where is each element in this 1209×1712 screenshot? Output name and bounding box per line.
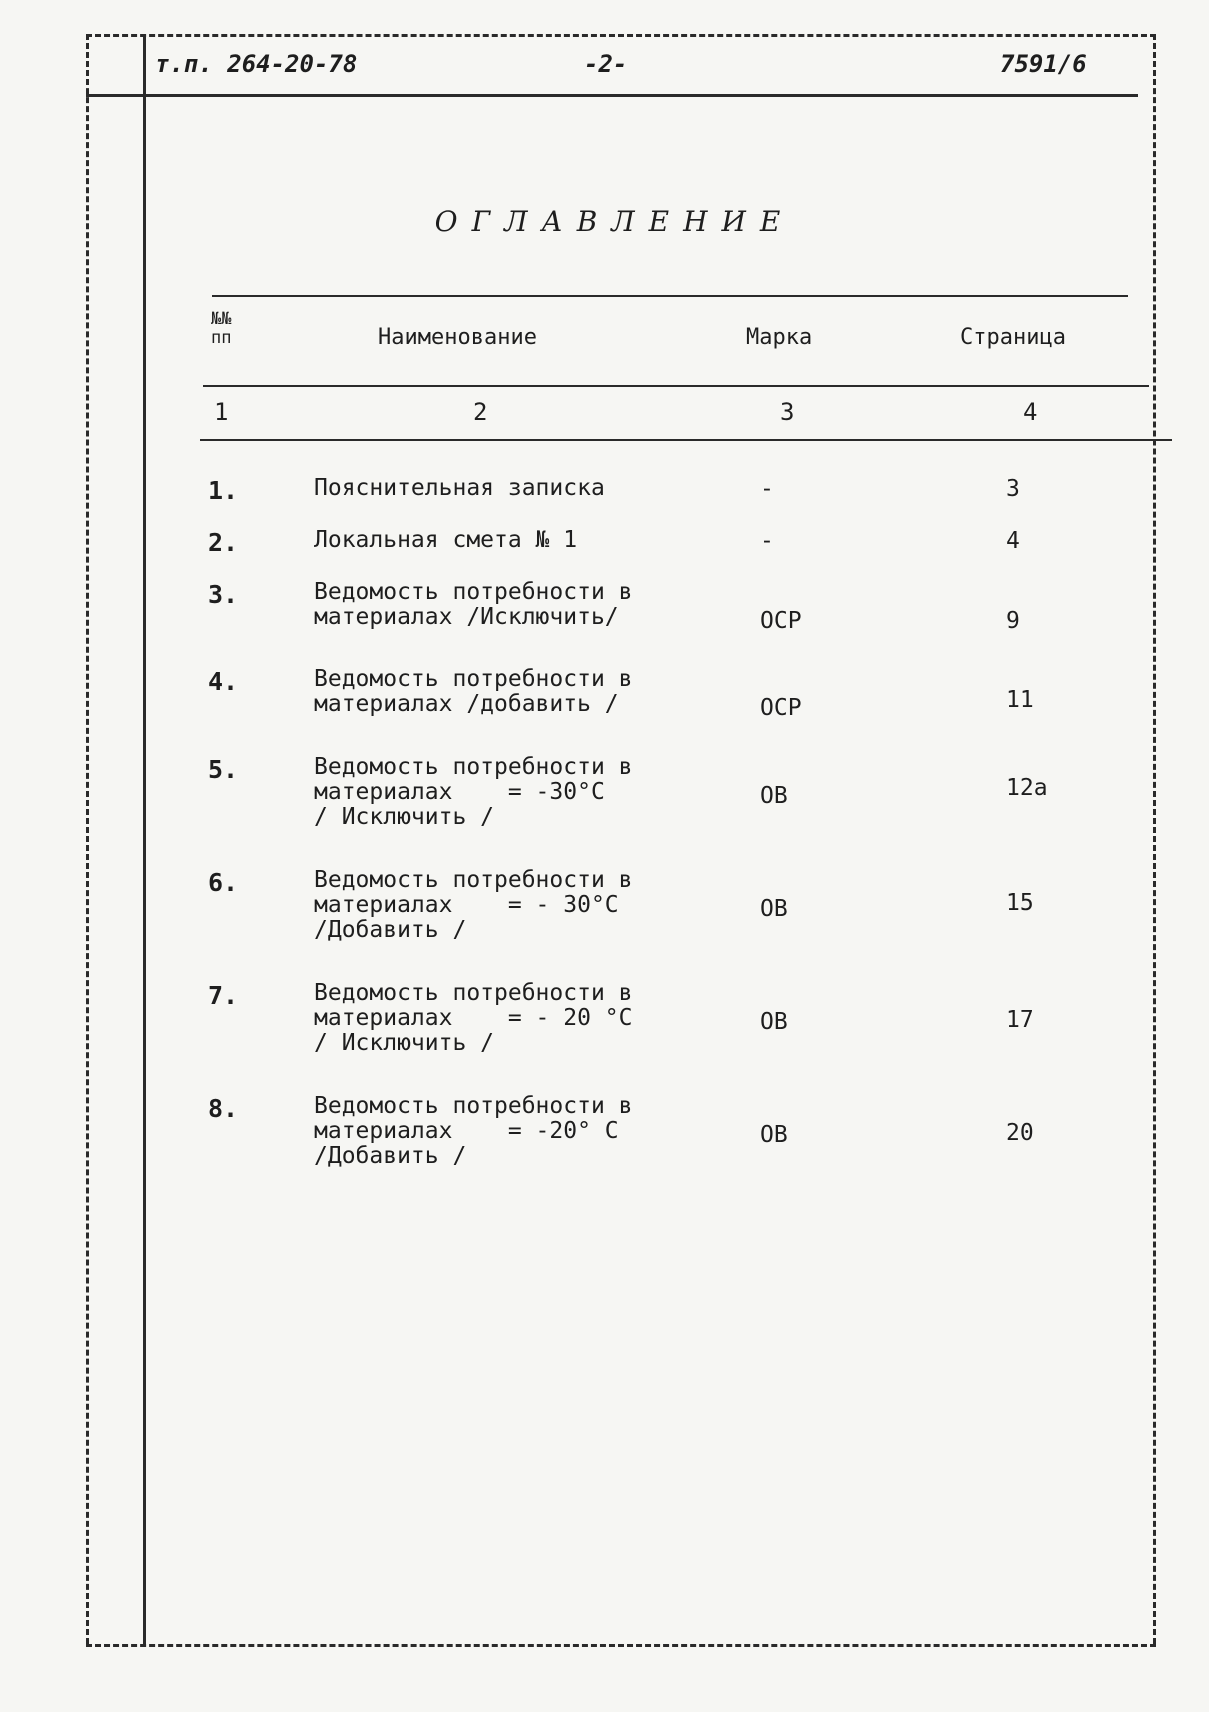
row-number: 3. <box>208 580 239 609</box>
row-name: Ведомость потребности в материалах /добавить / <box>314 666 633 717</box>
row-page: 15 <box>1006 890 1034 916</box>
row-mark: ОСР <box>760 695 802 721</box>
frame-bottom-border <box>86 1644 1156 1647</box>
row-number: 2. <box>208 528 239 557</box>
sheet-number: 7591/6 <box>1000 50 1087 78</box>
column-number-4: 4 <box>1023 398 1038 426</box>
table-column-number-rule <box>200 439 1172 441</box>
header-mark: Марка <box>746 325 813 350</box>
header-rule <box>86 94 1138 97</box>
table-header-rule <box>203 385 1149 387</box>
row-mark: - <box>760 476 774 502</box>
row-page: 12а <box>1006 775 1048 801</box>
row-number: 4. <box>208 667 239 696</box>
row-name: Ведомость потребности в материалах = -30°С / Исключить / <box>314 754 633 830</box>
frame-top-border <box>86 34 1156 37</box>
frame-left-border <box>86 34 89 1644</box>
row-number: 6. <box>208 868 239 897</box>
row-page: 3 <box>1006 476 1020 502</box>
row-page: 11 <box>1006 687 1034 713</box>
document-code: т.п. 264-20-78 <box>155 50 358 78</box>
row-name: Локальная смета № 1 <box>314 527 578 553</box>
row-mark: ОСР <box>760 608 802 634</box>
header-number: №№ пп <box>211 309 232 348</box>
row-name: Ведомость потребности в материалах = - 30°С /Добавить / <box>314 867 633 943</box>
row-number: 7. <box>208 981 239 1010</box>
frame-binding-line <box>143 34 146 1644</box>
row-page: 17 <box>1006 1007 1034 1033</box>
row-number: 5. <box>208 755 239 784</box>
header-page: Страница <box>960 325 1066 350</box>
row-name: Ведомость потребности в материалах /Исключить/ <box>314 579 633 630</box>
row-mark: ОВ <box>760 783 788 809</box>
table-top-rule <box>212 295 1128 297</box>
row-name: Пояснительная записка <box>314 475 605 501</box>
header-name: Наименование <box>378 325 537 350</box>
column-number-1: 1 <box>214 398 229 426</box>
row-number: 1. <box>208 476 239 505</box>
page-number: -2- <box>584 50 628 78</box>
row-name: Ведомость потребности в материалах = - 20 °С / Исключить / <box>314 980 633 1056</box>
page-title: ОГЛАВЛЕНИЕ <box>434 205 795 238</box>
row-mark: ОВ <box>760 896 788 922</box>
row-page: 4 <box>1006 528 1020 554</box>
row-page: 9 <box>1006 608 1020 634</box>
frame-right-border <box>1153 34 1156 1644</box>
row-number: 8. <box>208 1094 239 1123</box>
column-number-2: 2 <box>473 398 488 426</box>
row-name: Ведомость потребности в материалах = -20° С /Добавить / <box>314 1093 633 1169</box>
row-mark: ОВ <box>760 1009 788 1035</box>
row-mark: ОВ <box>760 1122 788 1148</box>
row-mark: - <box>760 528 774 554</box>
row-page: 20 <box>1006 1120 1034 1146</box>
column-number-3: 3 <box>780 398 795 426</box>
